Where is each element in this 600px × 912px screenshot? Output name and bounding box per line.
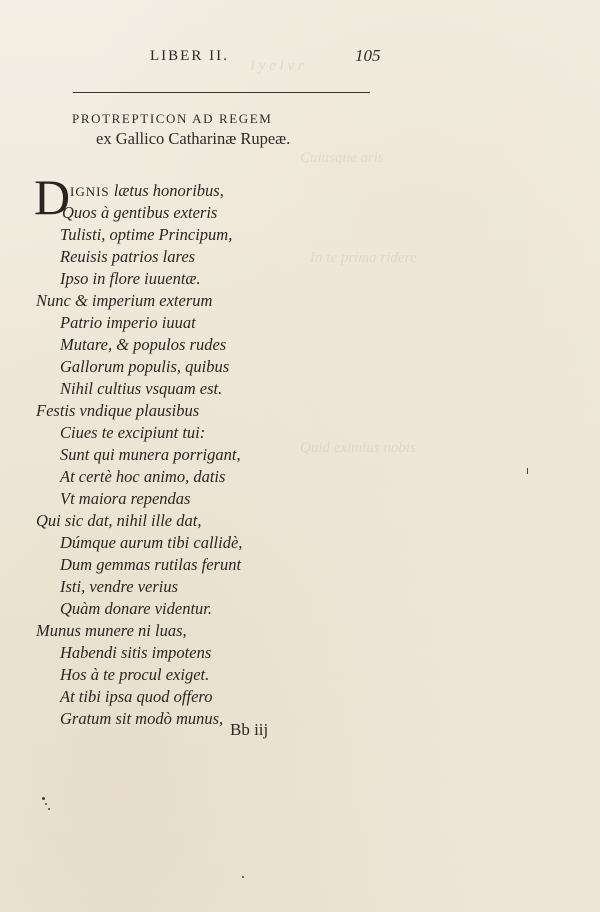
poem-line: At tibi ipsa quod offero — [60, 687, 213, 706]
poem-line: Sunt qui munera porrigant, — [60, 445, 241, 464]
poem-line: Gratum sit modò munus, — [60, 709, 224, 728]
poem-line: Munus munere ni luas, — [36, 621, 187, 640]
poem-line: Dum gemmas rutilas ferunt — [60, 555, 242, 574]
poem-line: Vt maiora rependas — [60, 489, 191, 508]
poem-line: Habendi sitis impotens — [60, 643, 212, 662]
first-line-rest: lætus honoribus, — [109, 181, 224, 200]
poem-line: Patrio imperio iuuat — [60, 313, 196, 332]
poem-line: Ciues te excipiunt tui: — [60, 423, 206, 442]
poem-line: Gallorum populis, quibus — [60, 357, 230, 376]
show-through-text: Cuiusque aris — [300, 150, 384, 166]
show-through-text: I y e l v r — [250, 58, 304, 74]
show-through-text: Quid eximius nobis — [300, 440, 416, 456]
poem-first-line — [70, 181, 224, 201]
first-word-small-caps: IGNIS — [70, 184, 110, 199]
poem-line: Hos à te procul exiget. — [60, 665, 210, 684]
poem-subtitle: ex Gallico Catharinæ Rupeæ. — [96, 129, 291, 148]
signature-mark: Bb iij — [230, 720, 269, 739]
show-through-text: In te prima ridere — [310, 250, 417, 266]
ink-speck — [242, 876, 244, 878]
drop-cap: D — [34, 169, 71, 225]
poem-line: Nunc & imperium exterum — [36, 291, 213, 310]
ink-speck — [42, 797, 45, 800]
poem-title: PROTREPTICON AD REGEM — [72, 111, 273, 126]
ink-speck — [48, 808, 50, 810]
ink-speck — [527, 468, 528, 474]
poem-line: Quàm donare videntur. — [60, 599, 212, 618]
poem-line: Mutare, & populos rudes — [60, 335, 227, 354]
poem-line: Qui sic dat, nihil ille dat, — [36, 511, 202, 530]
running-head-title: LIBER II. — [150, 48, 229, 64]
ink-speck — [45, 803, 47, 805]
poem-line: Tulisti, optime Principum, — [60, 225, 233, 244]
page-number: 105 — [355, 46, 381, 65]
poem-line: Ipso in flore iuuentæ. — [60, 269, 201, 288]
poem-line: At certè hoc animo, datis — [60, 467, 226, 486]
poem-line: Reuisis patrios lares — [60, 247, 196, 266]
poem-line: Festis vndique plausibus — [36, 401, 200, 420]
poem-line: Isti, vendre verius — [60, 577, 179, 596]
header-rule — [73, 92, 370, 93]
poem-line: Quos à gentibus exteris — [62, 203, 218, 222]
poem-line: Dúmque aurum tibi callidè, — [60, 533, 243, 552]
poem-line: Nihil cultius vsquam est. — [60, 379, 223, 398]
